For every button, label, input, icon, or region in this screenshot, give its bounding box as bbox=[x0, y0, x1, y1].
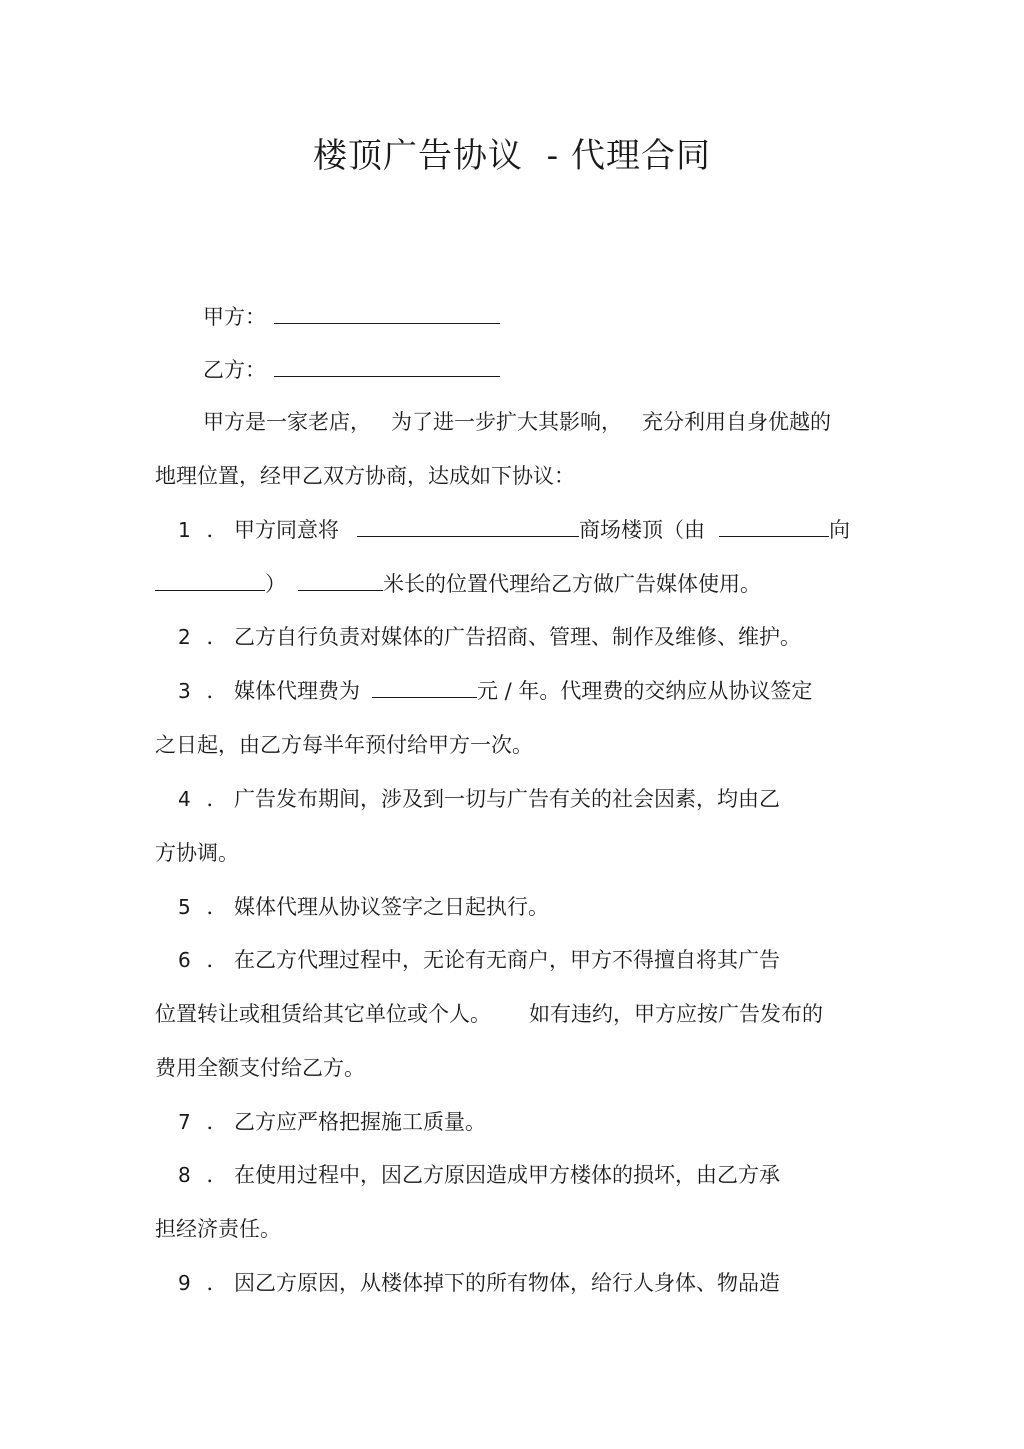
clause-9-dot: ． bbox=[206, 1271, 228, 1295]
clause-6-number: 6 bbox=[178, 948, 191, 972]
clause-3-fee-blank bbox=[372, 677, 477, 698]
clause-1-to-blank bbox=[155, 570, 265, 591]
clause-1-mall-blank bbox=[357, 516, 579, 537]
intro-text-b: 为了进一步扩大其影响， bbox=[391, 410, 622, 434]
clause-6-dot: ． bbox=[206, 948, 228, 972]
party-b-row bbox=[203, 355, 500, 385]
clause-6-text: 在乙方代理过程中，无论有无商户，甲方不得擅自将其广告 bbox=[234, 948, 780, 972]
clause-3-line-2: 之日起，由乙方每半年预付给甲方一次。 bbox=[155, 733, 533, 757]
clause-5-text: 媒体代理从协议签字之日起执行。 bbox=[234, 895, 549, 919]
party-a-label: 甲方： bbox=[203, 305, 266, 329]
clause-1-number: 1 bbox=[178, 518, 191, 542]
document-title: 楼顶广告协议 - 代理合同 bbox=[313, 136, 711, 176]
clause-4-dot: ． bbox=[206, 787, 228, 811]
clause-8-number: 8 bbox=[178, 1163, 191, 1187]
intro-text-a: 甲方是一家老店， bbox=[203, 410, 371, 434]
clause-1-text-c: 向 bbox=[829, 518, 850, 542]
clause-7-dot: ． bbox=[206, 1110, 228, 1134]
clause-2-line-1 bbox=[178, 622, 801, 652]
clause-3-text-b: 元 / 年。代理费的交纳应从协议签定 bbox=[477, 679, 813, 703]
clause-7-text: 乙方应严格把握施工质量。 bbox=[234, 1110, 486, 1134]
clause-9-number: 9 bbox=[178, 1271, 191, 1295]
clause-4-text: 广告发布期间，涉及到一切与广告有关的社会因素，均由乙 bbox=[234, 787, 780, 811]
clause-3-number: 3 bbox=[178, 679, 191, 703]
clause-4-number: 4 bbox=[178, 787, 191, 811]
clause-3-line-1 bbox=[178, 676, 812, 706]
clause-7-line-1 bbox=[178, 1107, 486, 1137]
clause-1-line-2 bbox=[155, 569, 761, 599]
clause-6-line-2 bbox=[155, 999, 823, 1029]
clause-6-text-b: 如有违约，甲方应按广告发布的 bbox=[529, 1002, 823, 1026]
clause-1-text-e: 米长的位置代理给乙方做广告媒体使用。 bbox=[383, 572, 761, 596]
clause-6-line-1 bbox=[178, 945, 780, 975]
clause-9-line-1 bbox=[178, 1268, 780, 1298]
clause-1-length-blank bbox=[298, 570, 383, 591]
clause-6-line-3: 费用全额支付给乙方。 bbox=[155, 1056, 365, 1080]
clause-5-line-1 bbox=[178, 892, 549, 922]
clause-3-dot: ． bbox=[206, 679, 228, 703]
clause-8-line-1 bbox=[178, 1160, 780, 1190]
intro-text-c: 充分利用自身优越的 bbox=[642, 410, 831, 434]
clause-6-text-a: 位置转让或租赁给其它单位或个人。 bbox=[155, 1002, 491, 1026]
clause-3-text-a: 媒体代理费为 bbox=[234, 679, 360, 703]
party-a-row bbox=[203, 302, 500, 332]
clause-2-number: 2 bbox=[178, 625, 191, 649]
clause-8-dot: ． bbox=[206, 1163, 228, 1187]
clause-1-line-1 bbox=[178, 515, 850, 545]
intro-line-1 bbox=[203, 407, 831, 437]
clause-8-line-2: 担经济责任。 bbox=[155, 1217, 281, 1241]
party-b-label: 乙方： bbox=[203, 358, 266, 382]
clause-8-text: 在使用过程中，因乙方原因造成甲方楼体的损坏，由乙方承 bbox=[234, 1163, 780, 1187]
clause-9-text: 因乙方原因，从楼体掉下的所有物体，给行人身体、物品造 bbox=[234, 1271, 780, 1295]
clause-5-dot: ． bbox=[206, 895, 228, 919]
clause-7-number: 7 bbox=[178, 1110, 191, 1134]
clause-5-number: 5 bbox=[178, 895, 191, 919]
intro-line-2: 地理位置，经甲乙双方协商，达成如下协议： bbox=[155, 464, 575, 488]
clause-2-text: 乙方自行负责对媒体的广告招商、管理、制作及维修、维护。 bbox=[234, 625, 801, 649]
party-a-blank bbox=[274, 303, 500, 324]
party-b-blank bbox=[274, 356, 500, 377]
clause-4-line-1 bbox=[178, 784, 780, 814]
clause-1-text-d: ） bbox=[265, 572, 286, 596]
clause-1-from-blank bbox=[719, 516, 829, 537]
clause-2-dot: ． bbox=[206, 625, 228, 649]
clause-1-dot: ． bbox=[206, 518, 228, 542]
clause-4-line-2: 方协调。 bbox=[155, 841, 239, 865]
clause-1-text-b: 商场楼顶（由 bbox=[579, 518, 705, 542]
clause-1-text-a: 甲方同意将 bbox=[234, 518, 339, 542]
